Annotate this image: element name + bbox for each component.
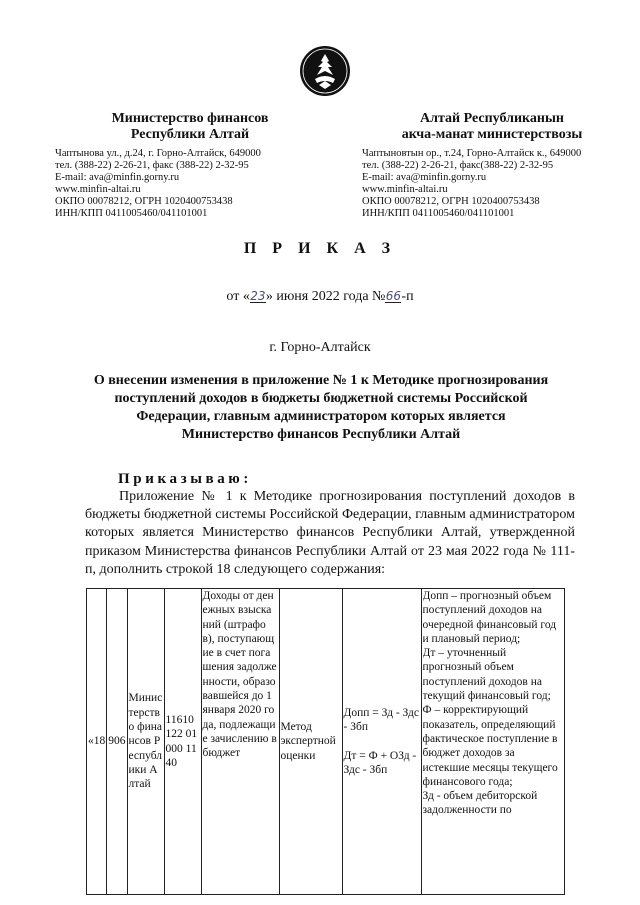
admin-code-cell: 906	[107, 589, 127, 895]
phone-line: тел. (388-22) 2-26-21, факс (388-22) 2-32-95	[55, 160, 249, 171]
order-subject: О внесении изменения в приложение № 1 к Методике прогнозирования поступлений доходов в бюджеты бюджетной системы Российской Федерации, главным администратором которых является Министерство финансов Республики Алтай	[93, 373, 549, 442]
website-line: www.minfin-altai.ru	[55, 184, 141, 195]
formula-current: Дт = Ф + ОЗд - Здс - Збп	[343, 749, 417, 776]
email-line: E-mail: ava@minfin.gorny.ru	[55, 172, 180, 183]
ministry-name-altai: Алтай Республиканын акча-манат министерствозы	[401, 111, 583, 142]
contact-details-russian	[55, 148, 325, 220]
formula-cell	[342, 589, 421, 895]
inn-line: ИНН/КПП 0411005460/041101001	[55, 208, 208, 219]
coat-of-arms-emblem	[299, 45, 351, 97]
order-title: П Р И К А З	[243, 240, 397, 257]
body-paragraph: Приложение № 1 к Методике прогнозирования поступлений доходов в бюджеты бюджетной системы Российской Федерации, главным администратором которых является Министерство финансов Республики Алтай, утвержденной приказом Министерства финансов Республики Алтай от 23 мая 2022 года № 111-п, дополнить строкой 18 следующего содержания:	[85, 489, 575, 577]
inn-line: ИНН/КПП 0411005460/041101001	[362, 208, 515, 219]
row-number-cell: «18	[87, 589, 107, 895]
okpo-line: ОКПО 00078212, ОГРН 1020400753438	[362, 196, 540, 207]
header-left	[55, 111, 325, 220]
definitions-text: Допп – прогнозный объем поступлений доходов на очередной финансовый год и плановый период; Дт – уточненный прогнозный объем поступлений доходов на текущий финансовый год; Ф – корректирующий показатель, определяющий фактическое поступление в бюджет доходов за истекшие месяцы текущего финансового года; Зд - объем дебиторской задолженности по	[422, 590, 558, 817]
email-line: E-mail: ava@minfin.gorny.ru	[362, 172, 487, 183]
website-line: www.minfin-altai.ru	[362, 184, 448, 195]
address-line: Чаптыновтын ор., т.24, Горно-Алтайск к., 649000	[362, 148, 582, 159]
header-right	[362, 111, 622, 220]
income-type-cell: Доходы от денежных взысканий (штрафов), поступающие в счет погашения задолженности, образовавшейся до 1 января 2020 года, подлежащие зачислению в бюджет	[201, 589, 279, 895]
phone-line: тел. (388-22) 2-26-21, факс(388-22) 2-32-95	[362, 160, 554, 171]
amendment-table	[86, 588, 565, 895]
handwritten-day: 23	[250, 289, 266, 303]
order-date-line: от «23» июня 2022 года №66-п	[226, 289, 414, 304]
address-line: Чаптынова ул., д.24, г. Горно-Алтайск, 649000	[55, 148, 261, 159]
ministry-name-russian: Министерство финансов Республики Алтай	[111, 111, 269, 142]
contact-details-altai	[362, 148, 622, 220]
formula-forecast: Допп = Зд - Здс - Збп	[343, 706, 419, 734]
table-row	[87, 589, 565, 895]
handwritten-order-number: 66	[385, 289, 402, 303]
decree-word: Приказываю:	[118, 471, 252, 487]
body-text	[85, 488, 575, 579]
budget-code-cell: 11610 122 01000 1140	[164, 589, 201, 895]
administrator-cell: Министерство финансов Республики Алтай	[127, 589, 164, 895]
method-cell: Метод экспертной оценки	[279, 589, 342, 895]
definitions-cell	[421, 589, 564, 895]
okpo-line: ОКПО 00078212, ОГРН 1020400753438	[55, 196, 233, 207]
city-name: г. Горно-Алтайск	[269, 340, 371, 355]
